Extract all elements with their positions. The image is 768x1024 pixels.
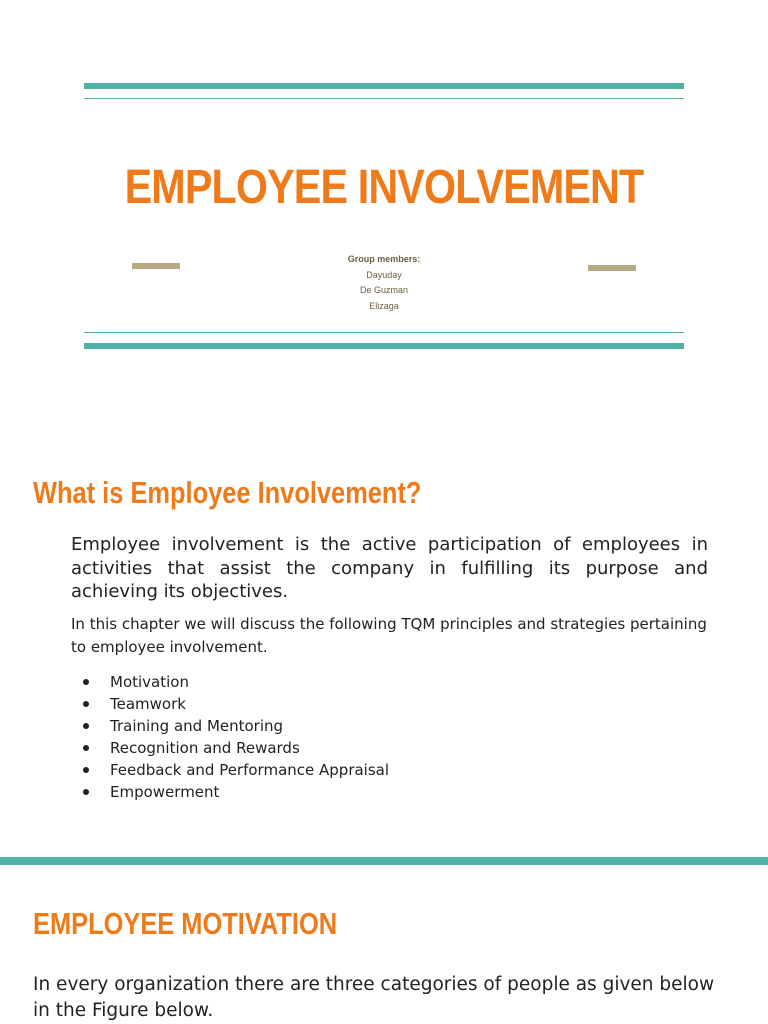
- member-name: De Guzman: [359, 285, 409, 295]
- topics-list: [80, 671, 389, 803]
- group-members: [284, 252, 484, 314]
- bullet-icon: [83, 789, 89, 795]
- intro-paragraph: In this chapter we will discuss the following TQM principles and strategies pertaining to employee involvement.: [71, 615, 707, 656]
- right-tan-dash: [588, 265, 636, 271]
- bullet-icon: [83, 767, 89, 773]
- slide-title: EMPLOYEE INVOLVEMENT: [124, 161, 644, 214]
- bullet-icon: [83, 701, 89, 707]
- motivation-paragraph: In every organization there are three categories of people as given below in the Figure below.: [33, 974, 715, 1021]
- list-item: Training and Mentoring: [80, 715, 389, 737]
- bullet-icon: [83, 723, 89, 729]
- section-heading-what: What is Employee Involvement?: [33, 475, 422, 510]
- list-item: Motivation: [80, 671, 389, 693]
- list-item: Feedback and Performance Appraisal: [80, 759, 389, 781]
- section-divider: [0, 857, 768, 865]
- bullet-icon: [83, 745, 89, 751]
- list-item: Teamwork: [80, 693, 389, 715]
- definition-paragraph: Employee involvement is the active participation of employees in activities that assist the company in fulfilling its purpose and achieving its objectives.: [71, 534, 708, 602]
- bottom-thick-rule: [84, 343, 684, 349]
- member-name: Elizaga: [369, 300, 399, 311]
- group-members-heading: Group members:: [347, 254, 421, 264]
- bottom-thin-rule: [84, 332, 684, 333]
- list-item: Recognition and Rewards: [80, 737, 389, 759]
- top-thin-rule: [84, 98, 684, 99]
- bullet-icon: [83, 679, 89, 685]
- left-tan-dash: [132, 263, 180, 269]
- top-thick-rule: [84, 83, 684, 89]
- section-heading-motivation: EMPLOYEE MOTIVATION: [33, 906, 338, 941]
- list-item: Empowerment: [80, 781, 389, 803]
- member-name: Dayuday: [366, 269, 402, 280]
